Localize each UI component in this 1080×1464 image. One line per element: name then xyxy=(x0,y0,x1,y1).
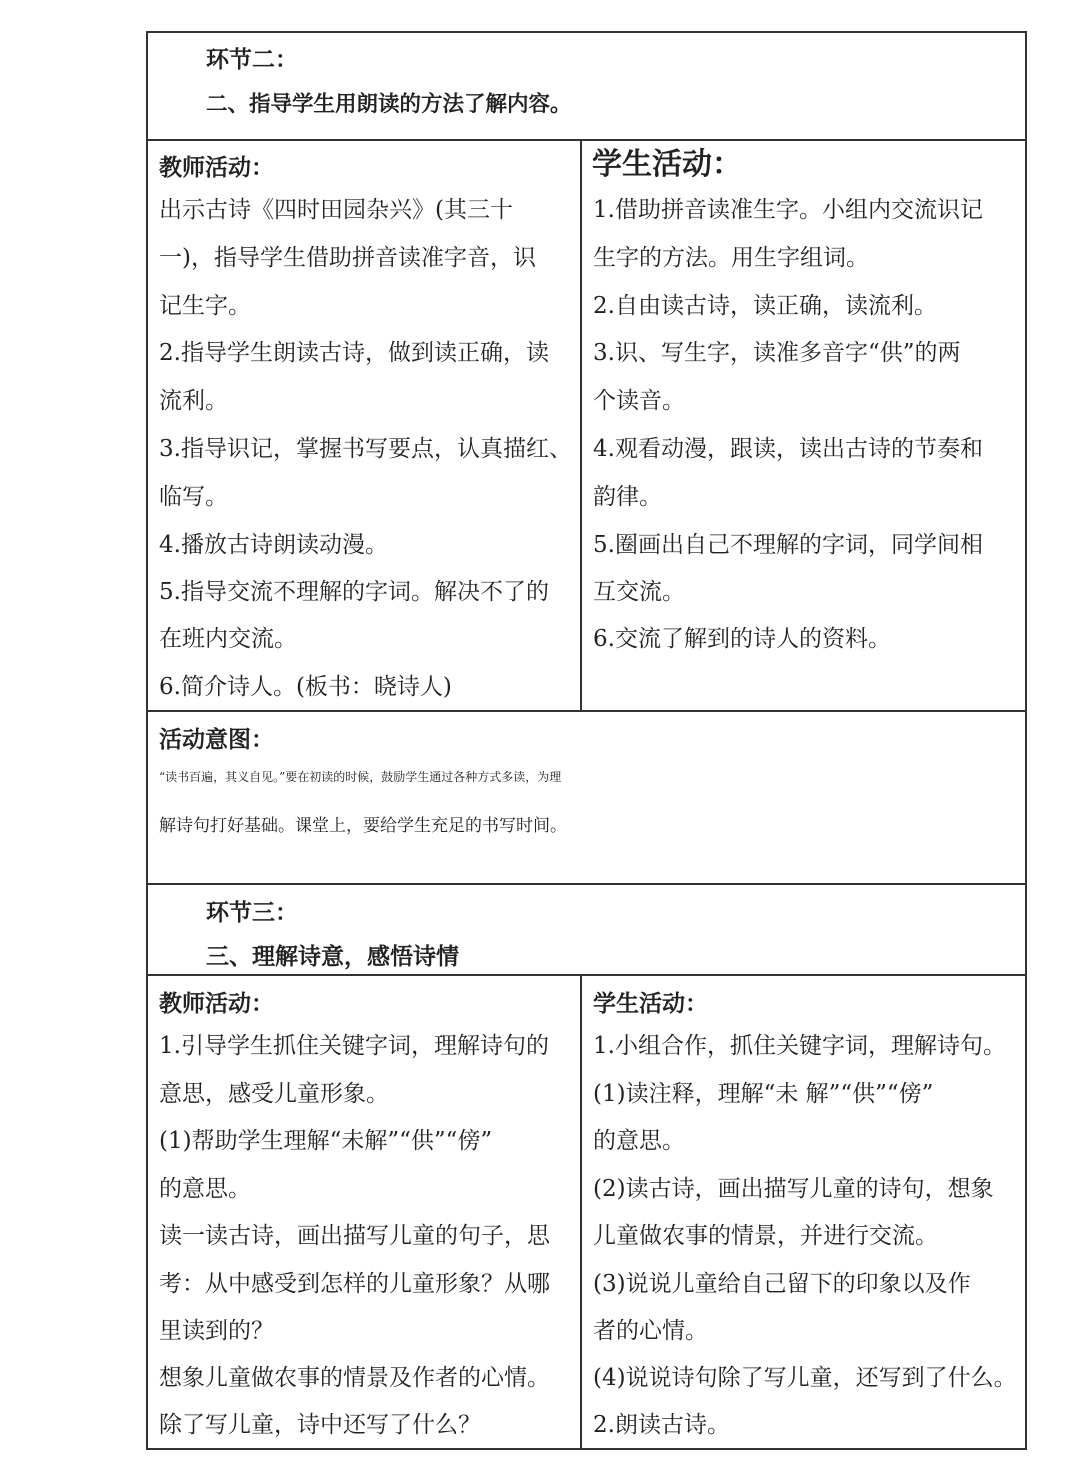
section3-student-line: 的意思。 xyxy=(593,1128,685,1154)
section2-student-line: 2.自由读古诗，读正确，读流利。 xyxy=(593,293,937,319)
section3-student-line: 2.朗读古诗。 xyxy=(593,1412,730,1438)
section2-teacher-line: 记生字。 xyxy=(159,293,251,319)
section2-label: 环节二： xyxy=(206,47,298,73)
section2-student-line: 1.借助拼音读准生字。小组内交流识记 xyxy=(593,197,983,223)
row-divider xyxy=(146,974,1027,976)
section2-intent-line: “读书百遍，其义自见。”要在初读的时候，鼓励学生通过各种方式多读，为理 xyxy=(159,770,562,784)
section2-teacher-line: 一)，指导学生借助拼音读准字音，识 xyxy=(159,245,536,271)
section3-teacher-line: 意思，感受儿童形象。 xyxy=(159,1081,389,1107)
section3-teacher-title: 教师活动： xyxy=(159,991,274,1017)
section2-teacher-line: 临写。 xyxy=(159,484,228,510)
section2-student-line: 互交流。 xyxy=(593,579,685,605)
section2-student-line: 韵律。 xyxy=(593,484,662,510)
section2-teacher-line: 5.指导交流不理解的字词。解决不了的 xyxy=(159,579,549,605)
column-divider xyxy=(580,139,582,711)
section2-teacher-line: 3.指导识记，掌握书写要点，认真描红、 xyxy=(159,436,572,462)
section3-student-line: (1)读注释，理解“未 解”“供”“傍” xyxy=(593,1081,934,1107)
section3-student-title: 学生活动： xyxy=(593,991,708,1017)
section2-heading: 二、指导学生用朗读的方法了解内容。 xyxy=(206,92,572,117)
section2-student-title: 学生活动： xyxy=(592,147,742,182)
section2-student-line: 3.识、写生字，读准多音字“供”的两 xyxy=(593,340,961,366)
section2-intent-title: 活动意图： xyxy=(159,727,274,753)
section2-student-line: 个读音。 xyxy=(593,388,685,414)
column-divider xyxy=(580,974,582,1450)
section2-intent-line: 解诗句打好基础。课堂上，要给学生充足的书写时间。 xyxy=(159,816,567,836)
section3-teacher-line: 想象儿童做农事的情景及作者的心情。 xyxy=(159,1365,550,1391)
section3-teacher-line: 1.引导学生抓住关键字词，理解诗句的 xyxy=(159,1033,549,1059)
section2-student-line: 6.交流了解到的诗人的资料。 xyxy=(593,626,891,652)
section2-teacher-title: 教师活动： xyxy=(159,155,274,181)
section3-teacher-line: 里读到的？ xyxy=(159,1318,274,1344)
section3-student-line: 1.小组合作，抓住关键字词，理解诗句。 xyxy=(593,1033,1006,1059)
row-divider xyxy=(146,139,1027,141)
section2-student-line: 5.圈画出自己不理解的字词，同学间相 xyxy=(593,532,983,558)
section2-teacher-line: 4.播放古诗朗读动漫。 xyxy=(159,532,388,558)
section2-teacher-line: 出示古诗《四时田园杂兴》(其三十 xyxy=(159,197,513,223)
section2-teacher-line: 流利。 xyxy=(159,388,228,414)
section3-student-line: 儿童做农事的情景，并进行交流。 xyxy=(593,1223,938,1249)
section3-teacher-line: (1)帮助学生理解“未解”“供”“傍” xyxy=(159,1128,493,1154)
section3-student-line: (2)读古诗，画出描写儿童的诗句，想象 xyxy=(593,1176,994,1202)
section2-teacher-line: 2.指导学生朗读古诗，做到读正确，读 xyxy=(159,340,549,366)
section3-heading: 三、理解诗意，感悟诗情 xyxy=(206,944,459,970)
section2-student-line: 4.观看动漫，跟读，读出古诗的节奏和 xyxy=(593,436,983,462)
section3-teacher-line: 考：从中感受到怎样的儿童形象？从哪 xyxy=(159,1271,550,1297)
section2-student-line: 生字的方法。用生字组词。 xyxy=(593,245,869,271)
section3-label: 环节三： xyxy=(206,900,298,926)
section3-student-line: 者的心情。 xyxy=(593,1318,708,1344)
row-divider xyxy=(146,883,1027,885)
section3-teacher-line: 的意思。 xyxy=(159,1176,251,1202)
section2-teacher-line: 6.简介诗人。(板书：晓诗人) xyxy=(159,674,452,700)
row-divider xyxy=(146,710,1027,712)
section3-teacher-line: 除了写儿童，诗中还写了什么？ xyxy=(159,1412,481,1438)
section3-student-line: (3)说说儿童给自己留下的印象以及作 xyxy=(593,1271,971,1297)
section3-teacher-line: 读一读古诗，画出描写儿童的句子，思 xyxy=(159,1223,550,1249)
section2-teacher-line: 在班内交流。 xyxy=(159,626,297,652)
section3-student-line: (4)说说诗句除了写儿童，还写到了什么。 xyxy=(593,1365,1017,1391)
